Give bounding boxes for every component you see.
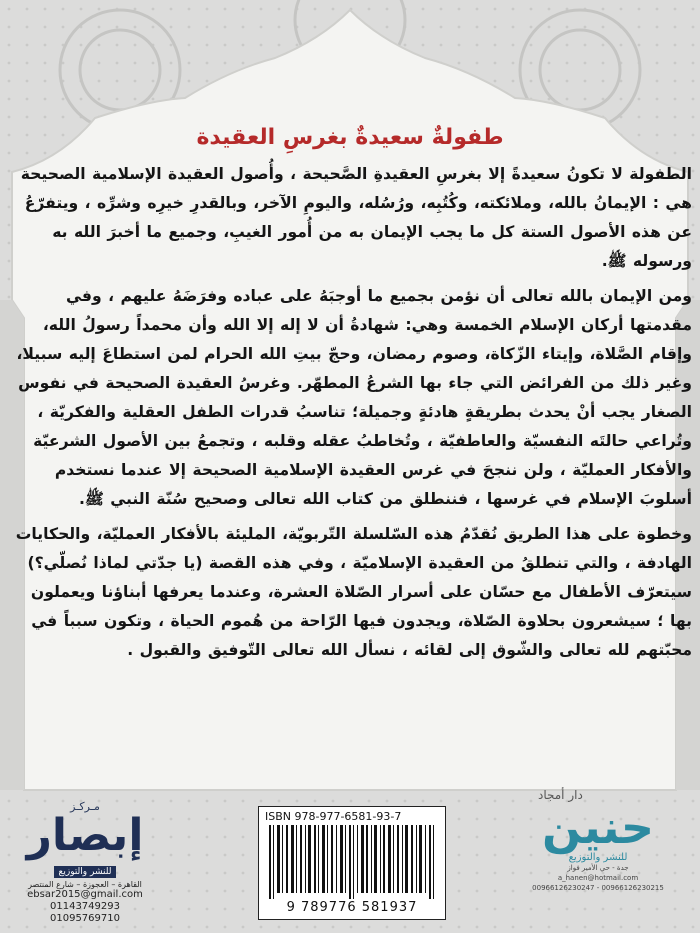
ebsar-top-label: مـركـز: [70, 800, 100, 813]
paragraph-2: ومن الإيمان بالله تعالى أن نؤمن بجميع ما أوجبَهُ على عباده وفرَضَهُ عليهم ، وفي مقدمتها أركان الإسلام الخمسة وهي: شهادةُ أن لا إله إلا الله وأن محمداً رسولُ الله، وإقام الصَّلاة، وإيتاء الزّكاة، وصوم رمضان، وحجّ بيتِ الله الحرام لمن استطاعَ إليه سبيلا، وغير ذلك من الفرائض التي جاء بها الشرعُ المطهّر. وغرسُ العقيدة الصحيحة في نفوس الصغار يجب أنْ يحدث بطريقةٍ هادئةٍ وجميلة؛ تناسبُ قدرات الطفل العقلية والفكريّة ، وتُراعي حالتَه النفسيّة والعاطفيّة ، وتُخاطبُ عقله وقلبه ، وتجمعُ بين الأصول الشرعيّة والأفكار العمليّة ، ولن ننجحَ في غرس العقيدة الإسلامية الصحيحة إلا عندما نستخدم أسلوبَ الإسلام في غرسها ، فننطلق من كتاب الله تعالى وصحيح سُنّة النبي ﷺ.: [16, 287, 692, 508]
haneen-top-label: دار أمجاد: [538, 788, 583, 802]
book-title: طفولةٌ سعيدةٌ بغرسِ العقيدة: [196, 125, 504, 150]
ebsar-name: إبصار: [26, 810, 144, 861]
haneen-name: حنين: [541, 800, 655, 854]
ebsar-publisher-logo: [10, 800, 160, 925]
back-cover-text: [8, 118, 692, 673]
haneen-subtitle: للنشر والتوزيع: [568, 852, 628, 863]
ebsar-email: ebsar2015@gmail.com: [27, 889, 143, 900]
haneen-phone: 00966126230247 - 00966126230215: [532, 884, 664, 892]
isbn-label: ISBN 978-977-6581-93-7: [265, 810, 402, 823]
haneen-publisher-logo: [518, 788, 678, 928]
haneen-email: a_hanen@hotmail.com: [557, 874, 639, 882]
isbn-barcode: [258, 806, 446, 920]
barcode-bars: [267, 825, 437, 899]
haneen-address: جدة - حي الأمير فواز: [567, 864, 629, 872]
paragraph-3: وخطوة على هذا الطريق نُقدّمُ هذه السّلسلة التّربويّة، المليئة بالأفكار العمليّة، والحكايات الهادفة ، والتي تنطلقُ من العقيدة الإسلاميّة ، وفي هذه القصة (يا جدّتي لماذا نُصلّي؟) سيتعرّف الأطفال مع حسّان على أسرار الصّلاة العشرة، وعندما يعرفها أبناؤنا ويعملون بها ؛ سيشعرون بحلاوة الصّلاة، ويجدون فيها الرّاحة من هُموم الحياة ، وتكون سبباً في محبّتهم لله تعالى والشّوق إلى لقائه ، نسأل الله تعالى التّوفيق والقبول .: [15, 525, 692, 659]
paragraph-1: الطفولة لا تكونُ سعيدةً إلا بغرسِ العقيدةِ الصَّحيحة ، وأُصول العقيدة الإسلامية الصحيحة هي : الإيمانُ بالله، وملائكته، وكُتُبِه، ورُسُله، واليومِ الآخر، وبالقدرِ خيرِه وشرِّه ، ويتفرّعُ عن هذه الأصول الستة كل ما يجب الإيمان به من أُمور الغيبِ، وجميع ما أخبرَ الله به ورسوله ﷺ.: [20, 165, 692, 270]
ebsar-phone-2: 01095769710: [50, 913, 120, 924]
ebsar-subtitle: للنشر والتوزيع: [54, 866, 117, 878]
barcode-digits: 9 789776 581937: [286, 900, 418, 915]
ebsar-address: القاهرة – العجوزة – شارع المنتصر: [28, 880, 142, 889]
ebsar-phone-1: 01143749293: [50, 901, 120, 912]
